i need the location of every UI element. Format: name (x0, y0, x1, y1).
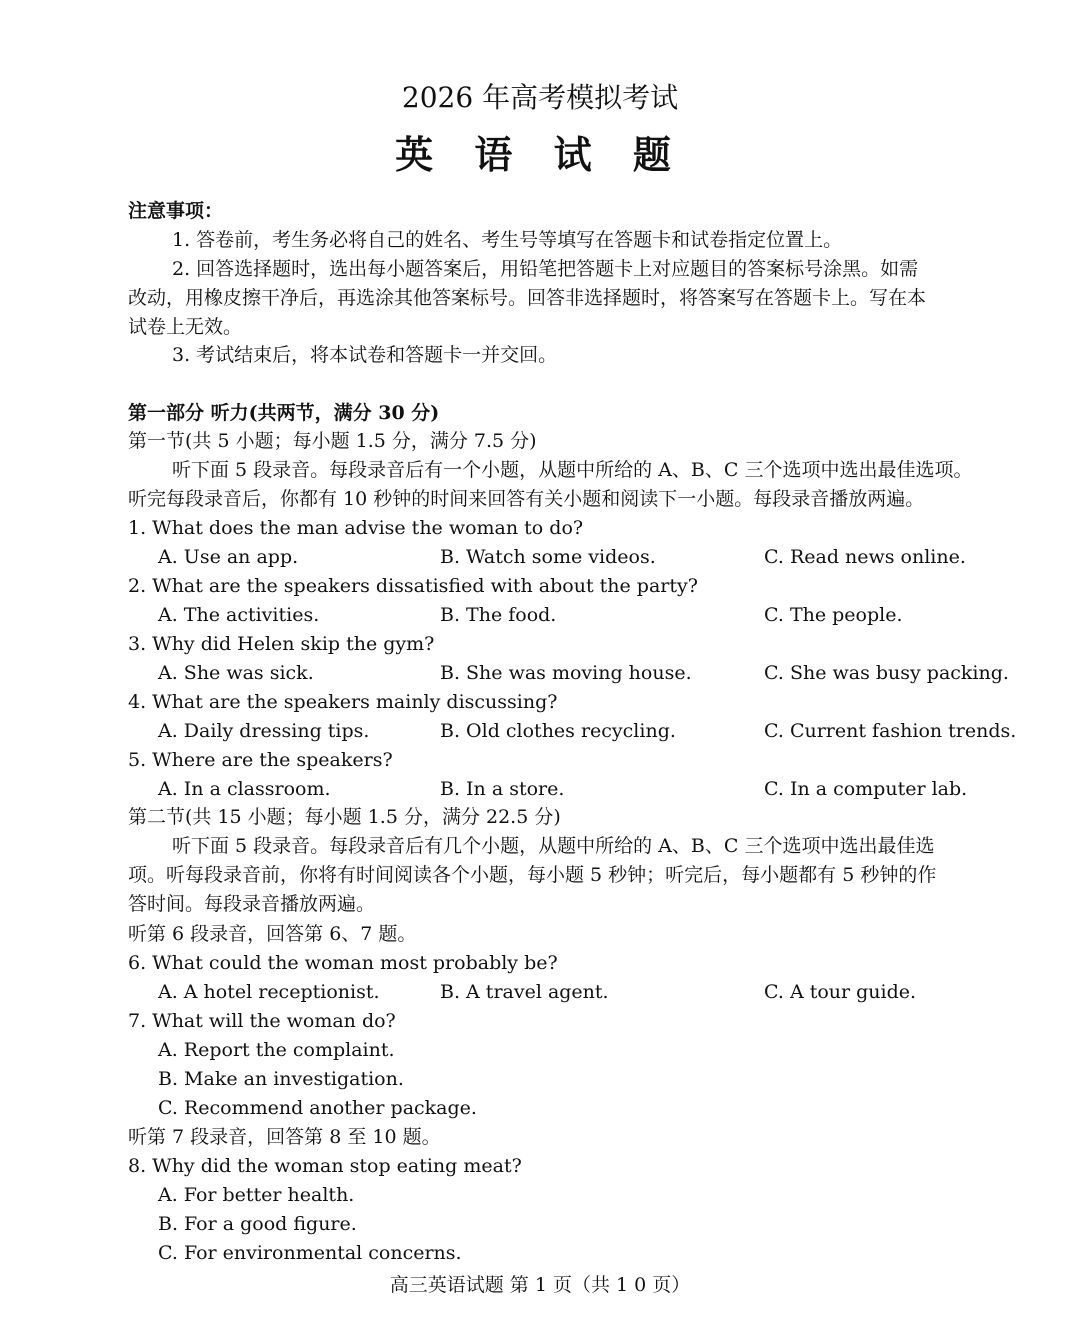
question-2-option-a: A. The activities. (158, 604, 320, 626)
section2-intro-line-1: 听下面 5 段录音。每段录音后有几个小题，从题中所给的 A、B、C 三个选项中选出最佳选 (172, 835, 935, 857)
question-2-stem: 2. What are the speakers dissatisfied with about the party? (128, 575, 698, 597)
question-3-stem: 3. Why did Helen skip the gym? (128, 633, 435, 655)
notice-heading: 注意事项： (128, 200, 224, 222)
page-footer: 高三英语试题 第 1 页（共 1 0 页） (389, 1274, 691, 1296)
question-8-option-c: C. For environmental concerns. (158, 1242, 462, 1264)
question-7-option-b: B. Make an investigation. (158, 1068, 404, 1090)
question-3-option-c: C. She was busy packing. (764, 662, 1009, 684)
question-4-option-a: A. Daily dressing tips. (158, 720, 370, 742)
question-1-option-a: A. Use an app. (158, 546, 299, 568)
section2-intro-line-3: 答时间。每段录音播放两遍。 (128, 893, 376, 915)
question-6-option-b: B. A travel agent. (440, 981, 609, 1003)
question-6-option-a: A. A hotel receptionist. (158, 981, 380, 1003)
subject-title: 英 语 试 题 (395, 132, 685, 177)
question-7-stem: 7. What will the woman do? (128, 1010, 396, 1032)
question-1-option-c: C. Read news online. (764, 546, 966, 568)
section1-intro-line-2: 听完每段录音后，你都有 10 秒钟的时间来回答有关小题和阅读下一小题。每段录音播放两遍。 (128, 488, 925, 510)
section1-intro-line-1: 听下面 5 段录音。每段录音后有一个小题，从题中所给的 A、B、C 三个选项中选出最佳选项。 (172, 459, 973, 481)
section2-intro-line-2: 项。听每段录音前，你将有时间阅读各个小题，每小题 5 秒钟；听完后，每小题都有 5 秒钟的作 (128, 864, 937, 886)
question-5-option-c: C. In a computer lab. (764, 778, 968, 800)
question-3-option-a: A. She was sick. (158, 662, 314, 684)
notice-item-3: 3. 考试结束后，将本试卷和答题卡一并交回。 (172, 344, 558, 366)
question-7-option-c: C. Recommend another package. (158, 1097, 477, 1119)
question-8-option-b: B. For a good figure. (158, 1213, 357, 1235)
notice-item-2-line-2: 改动，用橡皮擦干净后，再选涂其他答案标号。回答非选择题时，将答案写在答题卡上。写在本 (128, 287, 927, 309)
section2-heading: 第二节(共 15 小题；每小题 1.5 分，满分 22.5 分) (128, 806, 561, 828)
question-1-option-b: B. Watch some videos. (440, 546, 656, 568)
recording-6-instruction: 听第 6 段录音，回答第 6、7 题。 (128, 923, 417, 945)
notice-item-2-line-1: 2. 回答选择题时，选出每小题答案后，用铅笔把答题卡上对应题目的答案标号涂黑。如需 (172, 258, 919, 280)
question-2-option-b: B. The food. (440, 604, 557, 626)
question-8-option-a: A. For better health. (158, 1184, 355, 1206)
question-5-stem: 5. Where are the speakers? (128, 749, 393, 771)
question-6-option-c: C. A tour guide. (764, 981, 917, 1003)
question-4-option-b: B. Old clothes recycling. (440, 720, 676, 742)
exam-title: 2026 年高考模拟考试 (401, 81, 679, 114)
notice-item-2-line-3: 试卷上无效。 (128, 316, 243, 338)
part1-heading: 第一部分 听力(共两节，满分 30 分) (128, 402, 440, 424)
notice-item-1: 1. 答卷前，考生务必将自己的姓名、考生号等填写在答题卡和试卷指定位置上。 (172, 229, 843, 251)
question-5-option-a: A. In a classroom. (158, 778, 331, 800)
question-1-stem: 1. What does the man advise the woman to do? (128, 517, 584, 539)
question-5-option-b: B. In a store. (440, 778, 565, 800)
question-3-option-b: B. She was moving house. (440, 662, 692, 684)
question-4-stem: 4. What are the speakers mainly discussing? (128, 691, 558, 713)
recording-7-instruction: 听第 7 段录音，回答第 8 至 10 题。 (128, 1126, 441, 1148)
section1-heading: 第一节(共 5 小题；每小题 1.5 分，满分 7.5 分) (128, 430, 537, 452)
question-8-stem: 8. Why did the woman stop eating meat? (128, 1155, 522, 1177)
question-4-option-c: C. Current fashion trends. (764, 720, 1017, 742)
question-7-option-a: A. Report the complaint. (158, 1039, 395, 1061)
question-6-stem: 6. What could the woman most probably be? (128, 952, 558, 974)
question-2-option-c: C. The people. (764, 604, 903, 626)
